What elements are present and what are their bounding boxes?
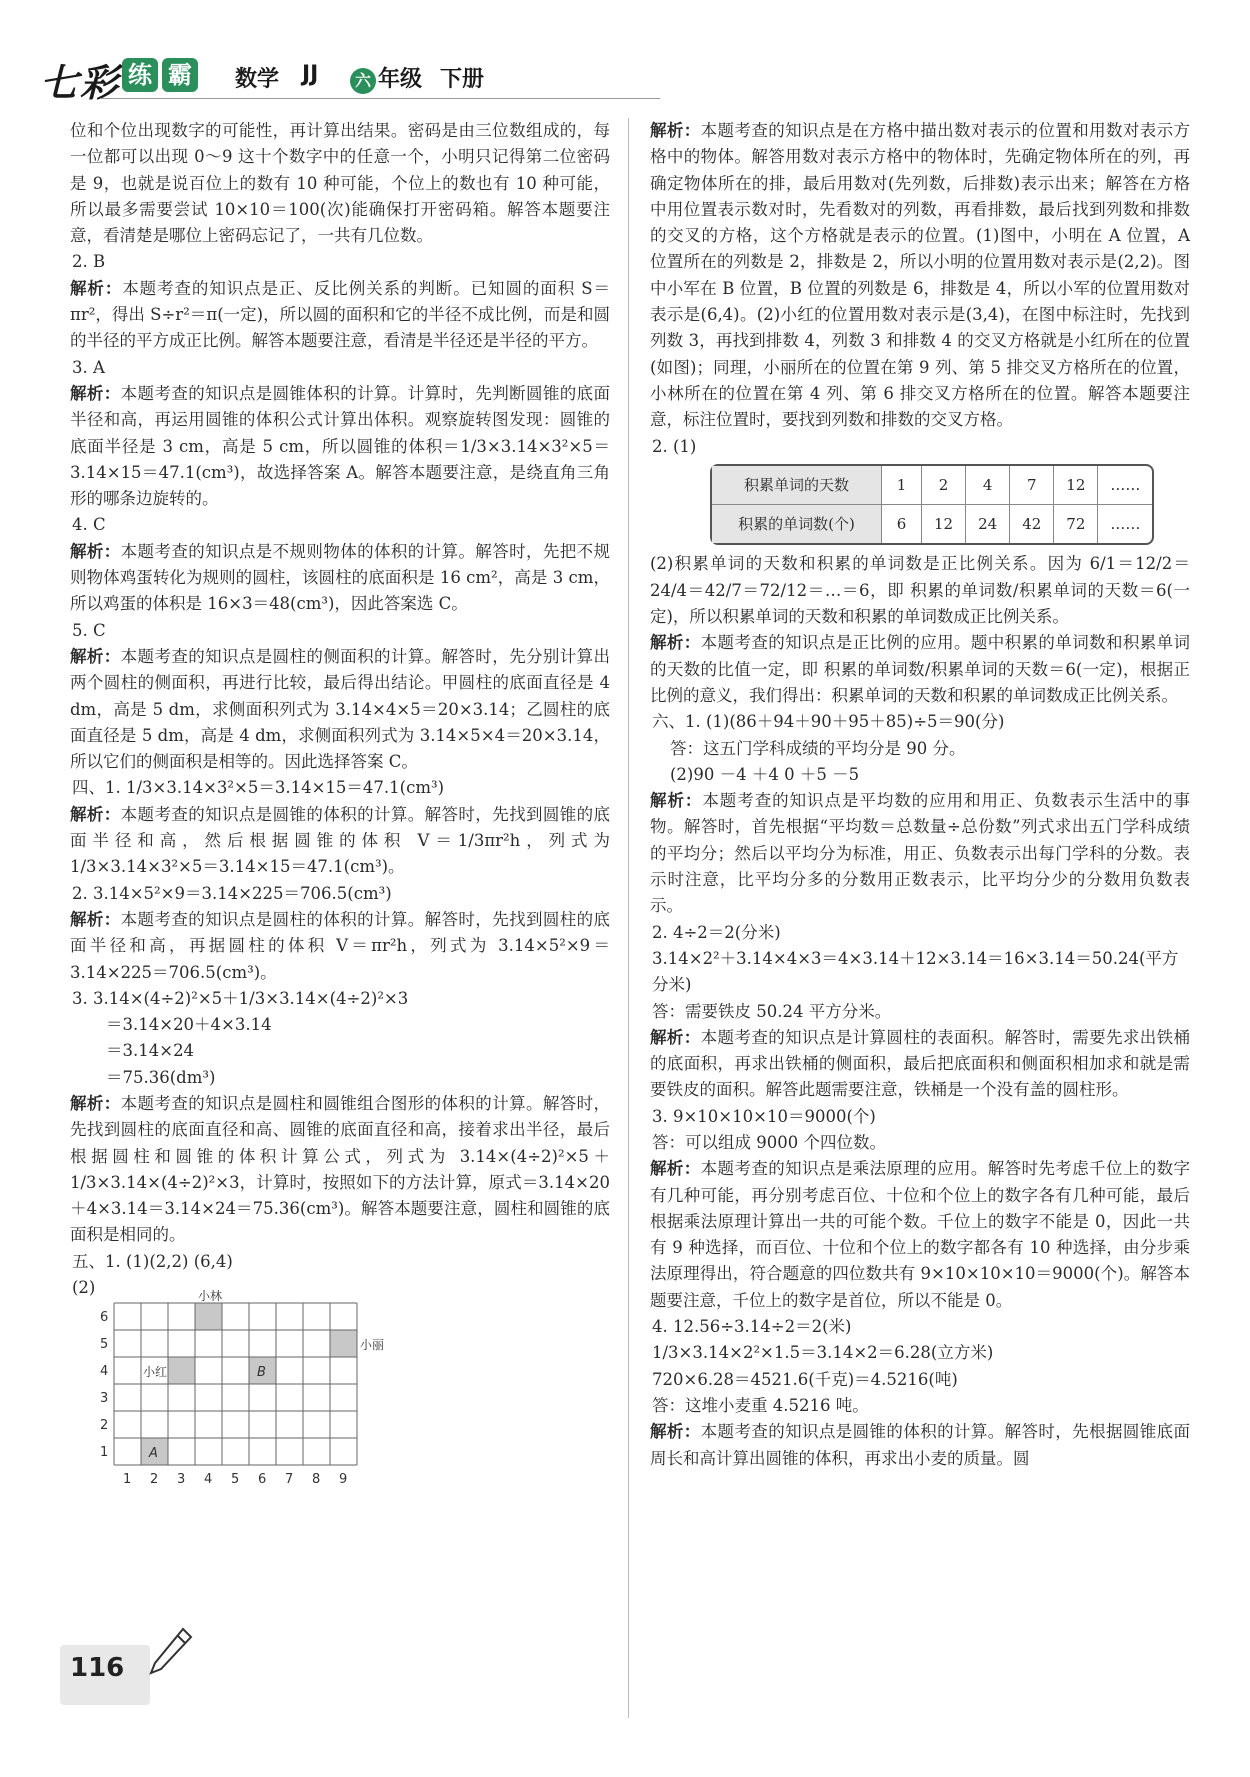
- x-tick: 2: [150, 1472, 159, 1488]
- explanation-q3: [70, 381, 610, 512]
- volume-label: 下册: [440, 67, 485, 92]
- explanation-text: 本题考查的知识点是正、反比例关系的判断。已知圆的面积 S＝πr²，得出 S÷r²＝π(一定)，所以圆的面积和它的半径不成比例，而是和圆的半径的平方成正比例。解答本题要注意，看清是半径还是半径的平方。: [70, 278, 610, 351]
- y-tick: 4: [100, 1364, 109, 1380]
- explanation-label: 解析：: [650, 791, 703, 811]
- label-xiaoli: 小丽: [360, 1338, 385, 1353]
- section4-q2: 2. 3.14×5²×9＝3.14×225＝706.5(cm³): [72, 883, 392, 903]
- explanation-label: 解析：: [70, 909, 121, 929]
- cell-xiaohong: [168, 1357, 195, 1384]
- y-tick: 3: [100, 1391, 109, 1407]
- x-tick: 9: [339, 1472, 348, 1488]
- cell-xiaoli: [330, 1330, 357, 1357]
- page-header: [40, 52, 620, 105]
- explanation-text: 本题考查的知识点是圆锥的体积的计算。解答时，先根据圆锥底面周长和高计算出圆锥的体积，再求出小麦的质量。圆: [650, 1422, 1191, 1468]
- explanation-s6-q1: [650, 788, 1190, 919]
- table-cell: 1: [882, 466, 922, 505]
- explanation-text: 本题考查的知识点是在方格中描出数对表示的位置和用数对表示方格中的物体。解答用数对表示方格中的物体时，先确定物体所在的列，再确定物体所在的排，最后用数对(先列数，后排数)表示出来；解答在方格中用位置表示数对时，先看数对的列数，再看排数，最后找到列数和排数的交叉的方格，这个方格就是表示的位置。(1)图中，小明在 A 位置，A 位置所在的列数是 2，排数是 2，所以小明的位置用数对表示是(2,2)。图中小军在 B 位置，B 位置的列数是 6，排数是 4，所以小军的位置用数对表示是(6,4)。(2)小红的位置用数对表示是(3,4)，在图中标注时，先找到列数 3，再找到排数 4，列数 3 和排数 4 的交叉方格就是小红所在的位置(如图)；同理，小丽所在的位置在第 9 列、第 5 排交叉方格所在的位置，小林所在的位置在第 4 列、第 6 排交叉方格所在的位置。解答本题要注意，标注位置时，要找到列数和排数的交叉方格。: [650, 121, 1191, 430]
- section6-q4-answer: 答：这堆小麦重 4.5216 吨。: [652, 1395, 869, 1415]
- table-cell: ……: [1098, 466, 1152, 505]
- explanation-text: 本题考查的知识点是圆柱的体积的计算。解答时，先找到圆柱的底面半径和高，再据圆柱的体积 V＝πr²h，列式为 3.14×5²×9＝3.14×225＝706.5(cm³)。: [70, 909, 611, 982]
- y-tick: 5: [100, 1337, 109, 1353]
- section6-q2-line1: 2. 4÷2＝2(分米): [652, 922, 781, 942]
- table-cell: 24: [966, 505, 1010, 543]
- table-cell: 42: [1010, 505, 1054, 543]
- explanation-label: 解析：: [70, 804, 121, 824]
- explanation-s5: [650, 118, 1190, 434]
- section6-q4-line1: 4. 12.56÷3.14÷2＝2(米): [652, 1317, 852, 1337]
- grade-number: 六: [350, 68, 376, 94]
- explanation-text: 本题考查的知识点是计算圆柱的表面积。解答时，需要先求出铁桶的底面积，再求出铁桶的侧面积，最后把底面积和侧面积相加求和就是需要铁皮的面积。解答此题需要注意，铁桶是一个没有盖的圆柱形。: [650, 1027, 1191, 1100]
- explanation-text: 本题考查的知识点是乘法原理的应用。解答时先考虑千位上的数字有几种可能，再分别考虑百位、十位和个位上的数字各有几种可能，最后根据乘法原理计算出一共的可能个数。千位上的数字不能是 0，因此一共有 9 种选择，而百位、十位和个位上的数字都各有 10 种选择，由分步乘法原理得出，符合题意的四位数共有 9×10×10×10＝9000(个)。解答本题要注意，千位上的数字是首位，所以不能是 0。: [650, 1159, 1191, 1310]
- explanation-q2: [70, 276, 610, 355]
- explanation-label: 解析：: [650, 121, 701, 140]
- row-header: 积累单词的天数: [712, 466, 882, 505]
- explanation-text: 本题考查的知识点是不规则物体的体积的计算。解答时，先把不规则物体鸡蛋转化为规则的圆柱，该圆柱的底面积是 16 cm²，高是 3 cm，所以鸡蛋的体积是 16×3＝48(cm³)，因此答案选 C。: [70, 541, 611, 614]
- answer-q5: 5. C: [72, 620, 106, 640]
- brand-box-lian: 练: [122, 58, 158, 92]
- table-cell: ……: [1110, 515, 1141, 534]
- section4-q3-line3: ＝3.14×24: [106, 1041, 195, 1061]
- explanation-s6-q2: [650, 1025, 1190, 1104]
- explanation-q5: [70, 644, 610, 775]
- x-tick: 4: [204, 1472, 213, 1488]
- y-tick: 6: [100, 1310, 109, 1326]
- section4-q1: 四、1. 1/3×3.14×3²×5＝3.14×15＝47.1(cm³): [72, 778, 445, 798]
- explanation-s6-q4: [650, 1419, 1190, 1472]
- header-rule: [100, 98, 660, 99]
- explanation-label: 解析：: [650, 1422, 701, 1442]
- page-footer: [40, 1625, 220, 1705]
- section6-q3-answer: 答：可以组成 9000 个四位数。: [652, 1132, 886, 1152]
- explanation-s6-q3: [650, 1156, 1190, 1314]
- brand-box-ba: 霸: [162, 58, 198, 92]
- table-cell: 7: [1010, 466, 1054, 505]
- grade-label: [350, 62, 422, 94]
- paragraph: 位和个位出现数字的可能性，再计算出结果。密码是由三位数组成的，每一位都可以出现 0～9 这十个数字中的任意一个，小明只记得第二位密码是 9，也就是说百位上的数有 10 种可能，个位上的数也有 10 种可能，所以最多需要尝试 10×10＝100(次)能确保打开密码箱。解答本题要注意，看清楚是哪位上密码忘记了，一共有几位数。: [70, 121, 610, 246]
- explanation-s4-q3: [70, 1091, 610, 1249]
- section4-q3-line4: ＝75.36(dm³): [106, 1067, 216, 1087]
- grid-svg: [90, 1289, 390, 1516]
- explanation-label: 解析：: [650, 633, 701, 653]
- explanation-label: 解析：: [650, 1027, 701, 1047]
- section6-q2-answer: 答：需要铁皮 50.24 平方分米。: [652, 1001, 892, 1021]
- page-number: 116: [70, 1653, 125, 1683]
- section4-q3-line1: 3. 3.14×(4÷2)²×5＋1/3×3.14×(4÷2)²×3: [72, 988, 409, 1008]
- x-tick: 5: [231, 1472, 240, 1488]
- x-tick: 1: [123, 1472, 132, 1488]
- left-column: [70, 118, 610, 1516]
- table-cell: 72: [1054, 505, 1098, 543]
- explanation-text: 本题考查的知识点是圆锥体积的计算。计算时，先判断圆锥的底面半径和高，再运用圆锥的体积公式计算出体积。观察旋转图发现：圆锥的底面半径是 3 cm，高是 5 cm，所以圆锥的体积＝1/3×3.14×3²×5＝3.14×15＝47.1(cm³)，故选择答案 A。解答本题要注意，是绕直角三角形的哪条边旋转的。: [70, 383, 611, 509]
- label-xiaohong: 小红: [143, 1365, 168, 1380]
- table-cell: 12: [922, 505, 966, 543]
- label-a: A: [149, 1446, 158, 1462]
- x-tick: 3: [177, 1472, 186, 1488]
- row-header: 积累的单词数(个): [712, 505, 882, 543]
- section6-q1-part2: (2)90 －4 ＋4 0 ＋5 －5: [670, 764, 860, 784]
- table-cell: 4: [966, 466, 1010, 505]
- explanation-text: 本题考查的知识点是圆锥的体积的计算。解答时，先找到圆锥的底面半径和高，然后根据圆锥的体积 V＝1/3πr²h，列式为 1/3×3.14×3²×5＝3.14×15＝47.1(cm³)。: [70, 804, 611, 877]
- label-b: B: [257, 1365, 266, 1381]
- x-tick: 8: [312, 1472, 321, 1488]
- cell-xiaolin: [195, 1303, 222, 1330]
- subject-label: 数学: [235, 67, 280, 92]
- coordinate-grid: [90, 1289, 390, 1516]
- explanation-text: 本题考查的知识点是圆柱和圆锥组合图形的体积的计算。解答时，先找到圆柱的底面直径和高、圆锥的底面直径和高，接着求出半径，最后根据圆柱和圆锥的体积计算公式，列式为 3.14×(4÷2)²×5＋1/3×3.14×(4÷2)²×3，计算时，按照如下的方法计算，原式＝3.14×20＋4×3.14＝3.14×24＝75.36(cm³)。解答本题要注意，圆柱和圆锥的底面积是相同的。: [70, 1093, 611, 1245]
- brand-title: 七彩: [40, 60, 121, 105]
- explanation-label: 解析：: [70, 541, 121, 561]
- explanation-s4-q1: [70, 802, 610, 881]
- explanation-label: 解析：: [70, 383, 121, 403]
- explanation-s4-q2: [70, 907, 610, 986]
- answer-q2: 2. B: [72, 252, 106, 272]
- section6-q3-line1: 3. 9×10×10×10＝9000(个): [652, 1106, 876, 1126]
- column-divider: [628, 118, 629, 1718]
- answer-q3: 3. A: [72, 357, 105, 377]
- section6-q2-line2: 3.14×2²＋3.14×4×3＝4×3.14＋12×3.14＝16×3.14＝50.24(平方分米): [652, 948, 1179, 995]
- explanation-q2: [650, 630, 1190, 709]
- grade-text: 年级: [378, 67, 423, 92]
- table-cell: 2: [922, 466, 966, 505]
- right-column: [650, 118, 1190, 1472]
- explanation-label: 解析：: [650, 1159, 701, 1179]
- table-cell: 12: [1054, 466, 1098, 505]
- table-row: [712, 505, 1152, 543]
- x-tick: 7: [285, 1472, 294, 1488]
- section6-q1-answer: 答：这五门学科成绩的平均分是 90 分。: [670, 738, 966, 758]
- section6-q4-line2: 1/3×3.14×2²×1.5＝3.14×2＝6.28(立方米): [652, 1343, 994, 1363]
- explanation-label: 解析：: [70, 1093, 121, 1113]
- section4-q3-line2: ＝3.14×20＋4×3.14: [106, 1015, 272, 1035]
- table-row: [712, 466, 1152, 505]
- explanation-label: 解析：: [70, 646, 121, 666]
- y-tick: 1: [100, 1445, 109, 1461]
- explanation-label: 解析：: [70, 278, 123, 298]
- edition-label: JJ: [302, 62, 319, 87]
- section6-q4-line3: 720×6.28＝4521.6(千克)＝4.5216(吨): [652, 1369, 958, 1389]
- q2-part2: (2)积累单词的天数和积累的单词数是正比例关系。因为 6/1＝12/2＝24/4＝42/7＝72/12＝…＝6，即 积累的单词数/积累单词的天数＝6(一定)，所以积累单词的天数和积累的单词数成正比例关系。: [650, 554, 1190, 627]
- explanation-q4: [70, 539, 610, 618]
- section5-q1: 五、1. (1)(2,2) (6,4): [72, 1251, 233, 1271]
- explanation-text: 本题考查的知识点是平均数的应用和用正、负数表示生活中的事物。解答时，首先根据“平均数＝总数量÷总份数”列式求出五门学科成绩的平均分；然后以平均分为标准，用正、负数表示出每门学科的分数。表示时注意，比平均分多的分数用正数表示，比平均分少的分数用负数表示。: [650, 791, 1191, 916]
- words-table: [710, 464, 1154, 546]
- answer-q4: 4. C: [72, 515, 106, 535]
- explanation-text: 本题考查的知识点是正比例的应用。题中积累的单词数和积累单词的天数的比值一定，即 积累的单词数/积累单词的天数＝6(一定)，根据正比例的意义，我们得出：积累单词的天数和积累的单词数成正比例关系。: [650, 633, 1191, 705]
- label-xiaolin: 小林: [198, 1289, 223, 1304]
- x-tick: 6: [258, 1472, 267, 1488]
- section6-q1: 六、1. (1)(86＋94＋90＋95＋85)÷5＝90(分): [652, 712, 1005, 732]
- pencil-icon: [145, 1625, 195, 1685]
- table-cell: 6: [882, 505, 922, 543]
- section5-q2: (2): [72, 1278, 96, 1298]
- q2-prefix: 2. (1): [652, 436, 697, 456]
- explanation-text: 本题考查的知识点是圆柱的侧面积的计算。解答时，先分别计算出两个圆柱的侧面积，再进行比较，最后得出结论。甲圆柱的底面直径是 4 dm，高是 5 dm，求侧面积列式为 3.14×4×5＝20×3.14；乙圆柱的底面直径是 5 dm，高是 4 dm，求侧面积列式为 3.14×5×4＝20×3.14，所以它们的侧面积是相等的。因此选择答案 C。: [70, 646, 611, 772]
- y-tick: 2: [100, 1418, 109, 1434]
